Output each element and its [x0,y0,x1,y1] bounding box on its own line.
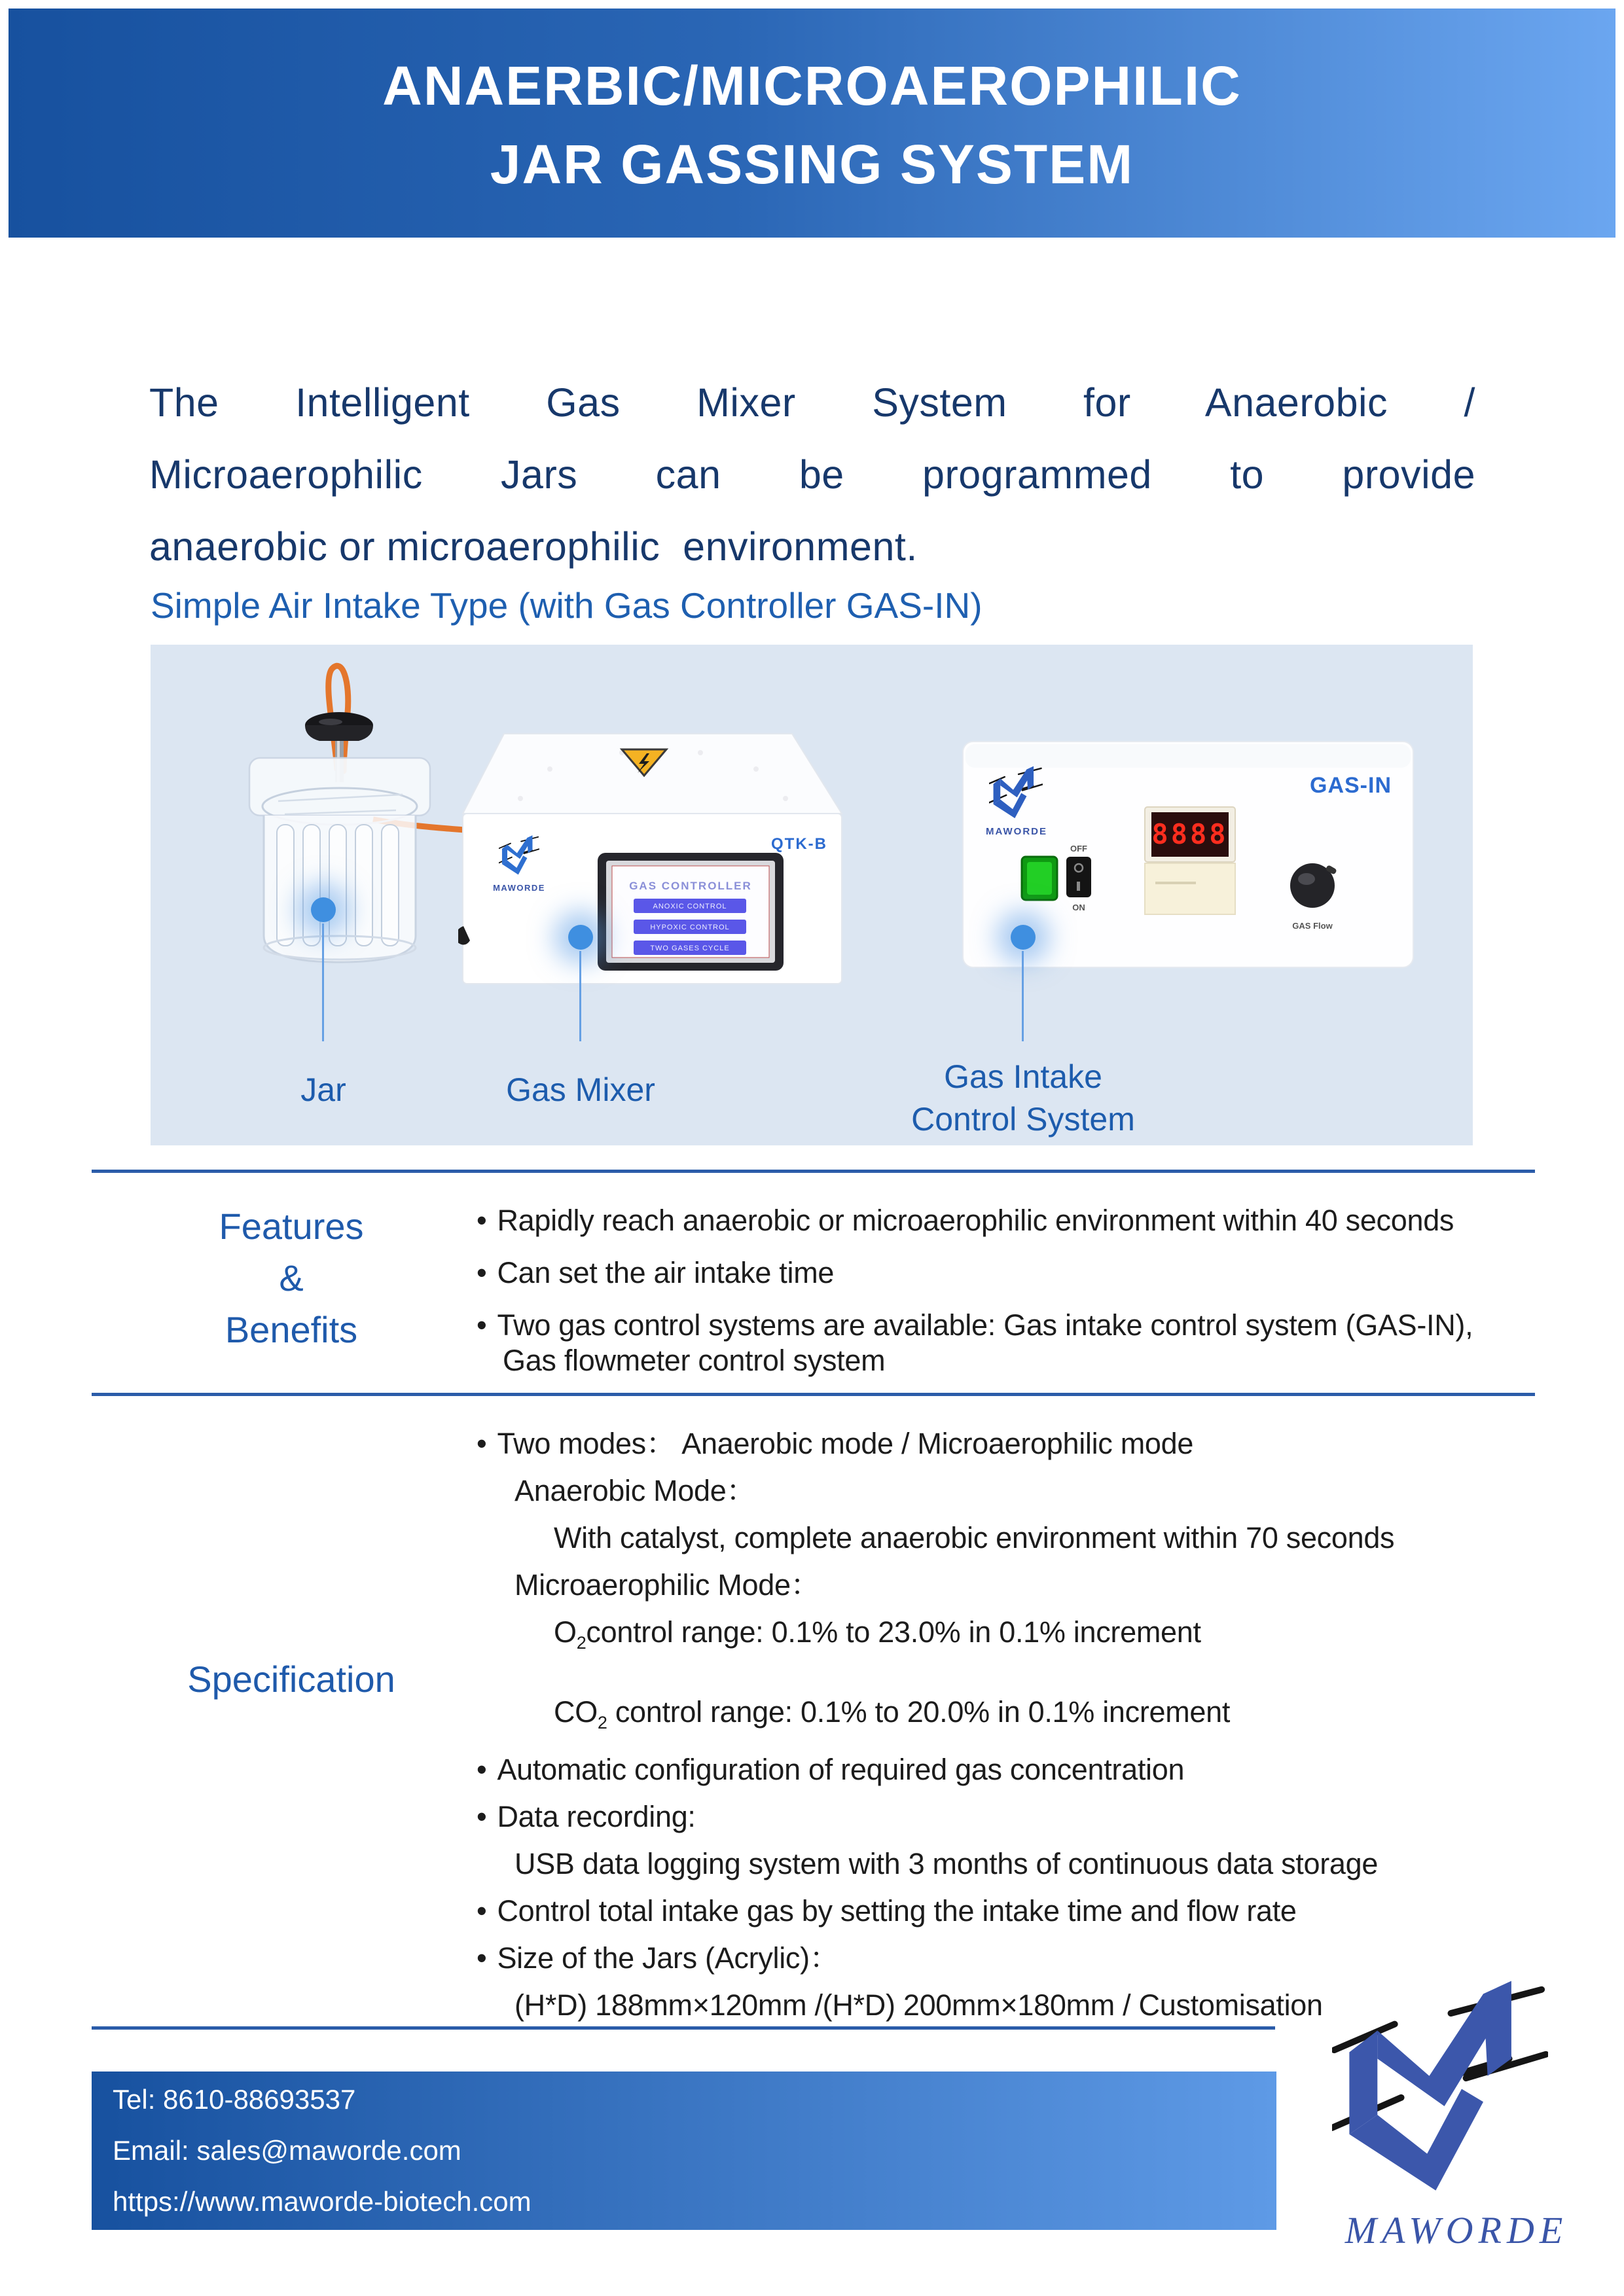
spec-item: USB data logging system with 3 months of continuous data storage [514,1847,1379,1880]
footer-website-link[interactable]: https://www.maworde-biotech.com [113,2186,532,2217]
screen-button-anoxic[interactable] [634,899,746,913]
maworde-butterfly-icon [1332,1981,1546,2191]
spec-item: • Control total intake gas by setting the intake time and flow rate [477,1894,1297,1928]
svg-text:ON: ON [1072,903,1085,912]
svg-text:GAS Flow: GAS Flow [1292,921,1333,931]
maworde-logo [1303,1960,1610,2261]
gas-mixer-illustration [458,730,848,988]
page-title-line2: JAR GASSING SYSTEM [490,134,1134,195]
feature-bullet: • Can set the air intake time [477,1256,835,1289]
title-banner [9,9,1615,238]
svg-text:HYPOXIC CONTROL: HYPOXIC CONTROL [650,924,730,931]
jar-callout-line [322,924,324,1041]
spec-item: Anaerobic Mode： [514,1474,756,1507]
svg-text:8888: 8888 [1151,818,1229,850]
svg-text:OFF: OFF [1070,844,1087,853]
mixer-model-label: QTK-B [771,835,827,853]
spec-item: • Two modes： Anaerobic mode / Microaerophilic mode [477,1427,1194,1460]
gas-mixer-label: Gas Mixer [506,1071,655,1108]
spec-item: • Size of the Jars (Acrylic)： [477,1941,839,1975]
gasin-model-label: GAS-IN [1310,773,1392,798]
mixer-touchscreen[interactable] [598,853,784,971]
led-display [1145,807,1235,862]
contact-footer [92,2072,1276,2230]
intake-callout-dot [1011,925,1036,950]
screen-button-two-gases[interactable] [634,941,746,955]
bullet-icon: • [477,1753,487,1786]
spec-item: • Data recording: [477,1800,696,1833]
mixer-brand-text: MAWORDE [493,883,545,893]
bullet-icon: • [477,1894,487,1928]
mixer-callout-line [579,951,581,1041]
spec-item: • Automatic configuration of required gas concentration [477,1753,1185,1786]
section-divider [92,1393,1535,1396]
feature-bullet: • Rapidly reach anaerobic or microaerophilic environment within 40 seconds [477,1204,1454,1237]
jar-lid [249,758,430,816]
specification-heading: Specification [187,1659,395,1700]
intake-callout-line [1022,951,1024,1041]
footer-tel: Tel: 8610-88693537 [113,2084,356,2115]
section-divider [92,2026,1275,2030]
bullet-icon: • [477,1800,487,1833]
spec-item: $CO_2$ control range: 0.1% to 20.0% in 0.1% increment [554,1695,1231,1732]
intro-line: anaerobic or microaerophilic environment. [149,524,918,569]
spec-item: $O_2control$ range: 0.1% to 23.0% in 0.1% increment [554,1615,1201,1653]
product-subtitle: Simple Air Intake Type (with Gas Controller GAS-IN) [151,585,983,626]
bullet-icon: • [477,1256,487,1289]
jar-callout-dot [311,897,336,922]
features-bullet-list [477,1203,1550,1395]
features-heading: Features & Benefits [219,1206,364,1350]
spec-item: With catalyst, complete anaerobic environment within 70 seconds [554,1521,1395,1554]
page-title-line1: ANAERBIC/MICROAEROPHILIC [382,55,1242,117]
intro-paragraph [149,367,1475,583]
jar-label: Jar [300,1071,346,1108]
screen-button-hypoxic[interactable] [634,920,746,934]
spec-item: (H*D) 188mm×120mm /(H*D) 200mm×180mm / Customisation [514,1988,1323,2022]
section-divider [92,1170,1535,1173]
maworde-wordmark: MAWORDE [1344,2209,1568,2251]
spec-list [477,1420,1563,2029]
footer-email[interactable]: Email: sales@maworde.com [113,2135,461,2166]
mixer-callout-dot [568,925,593,950]
bullet-icon: • [477,1941,487,1975]
svg-text:ANOXIC CONTROL: ANOXIC CONTROL [653,903,727,910]
product-image-panel [151,645,1473,1145]
svg-text:TWO GASES CYCLE: TWO GASES CYCLE [650,944,730,952]
intro-line: Microaerophilic Jars can be programmed to provide [149,452,1475,497]
spec-item: Microaerophilic Mode： [514,1568,820,1602]
timer-subpanel [1145,863,1235,914]
gasin-brand-text: MAWORDE [986,826,1047,837]
gas-intake-label: Gas Intake Control System [911,1058,1135,1138]
screen-title: GAS CONTROLLER [629,880,752,892]
gas-flow-knob[interactable] [1290,863,1337,931]
bullet-icon: • [477,1204,487,1237]
bullet-icon: • [477,1427,487,1460]
bullet-icon: • [477,1308,487,1342]
feature-bullet: • Two gas control systems are available: Gas intake control system (GAS-IN), Gas flowmeter control system [477,1308,1473,1377]
power-indicator-button[interactable] [1022,857,1057,900]
intro-line: The Intelligent Gas Mixer System for Anaerobic / [149,380,1475,425]
jar-illustration [239,655,468,982]
